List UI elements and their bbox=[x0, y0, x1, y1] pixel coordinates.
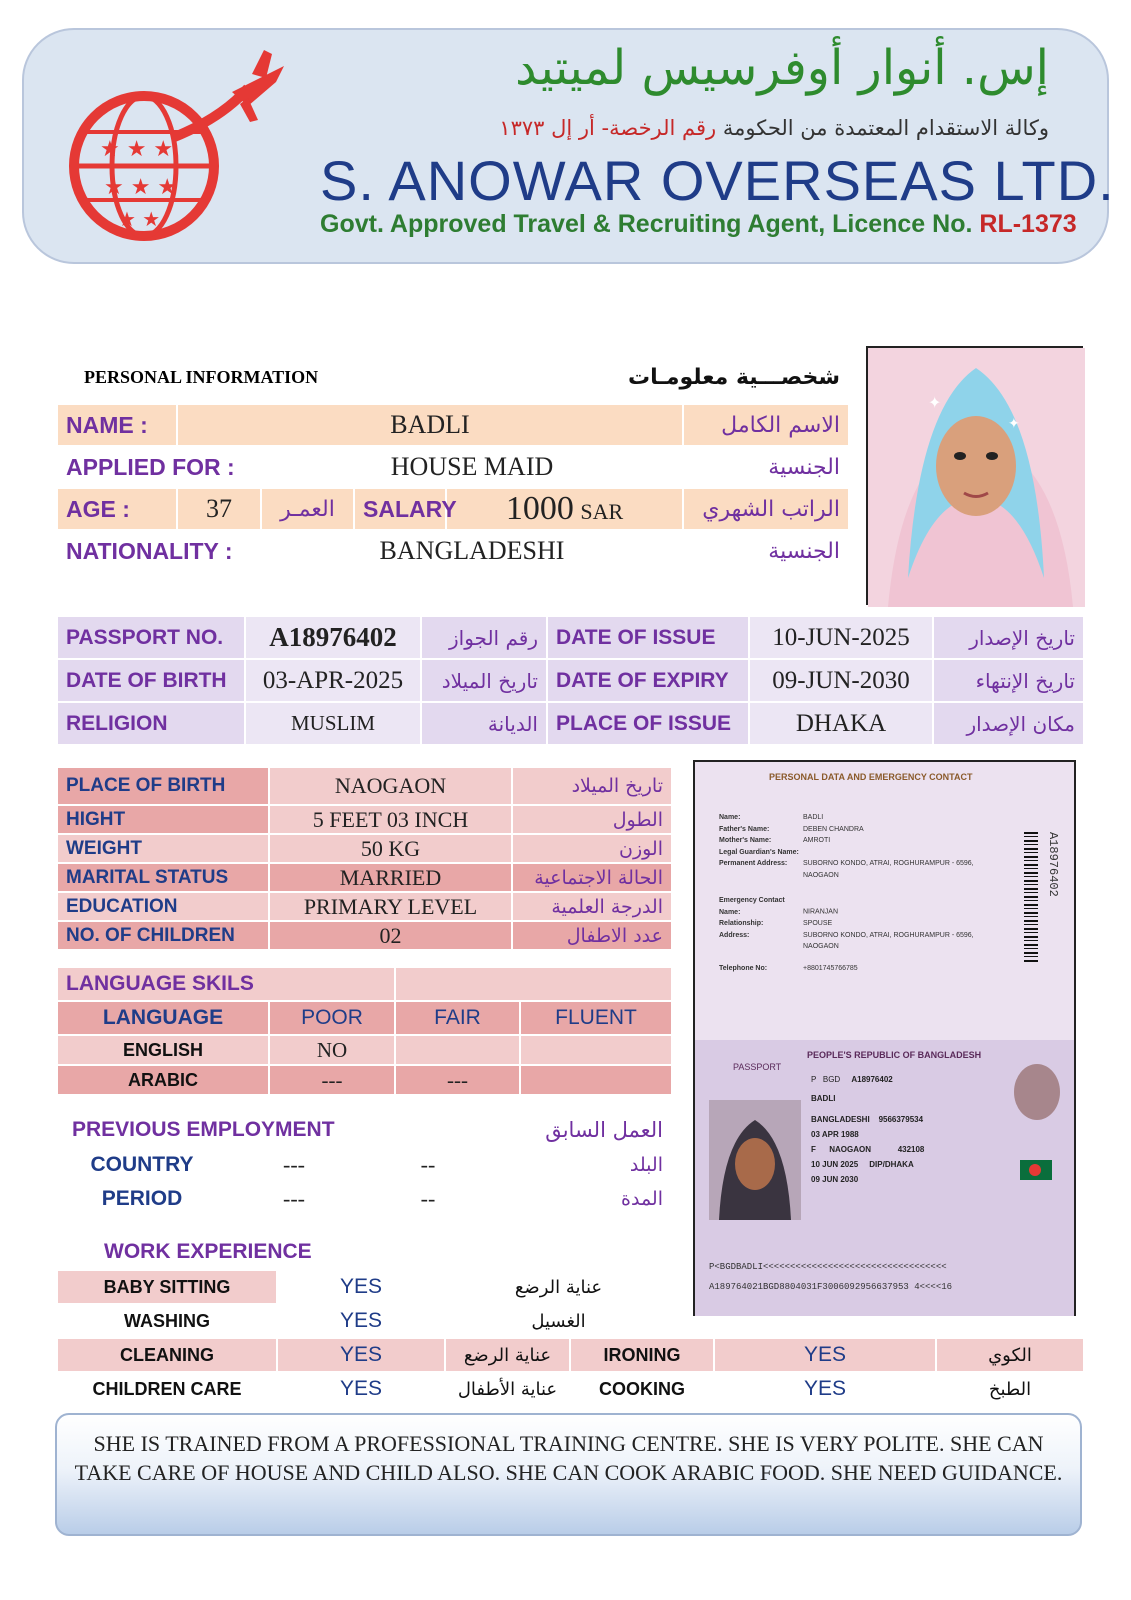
field-value: SUBORNO KONDO, ATRAI, ROGHURAMPUR - 6596, NAOGAON bbox=[803, 931, 974, 950]
employment-value: --- bbox=[227, 1148, 361, 1182]
work-header-spacer bbox=[445, 1234, 672, 1270]
detail-value: 50 KG bbox=[269, 834, 512, 863]
detail-label: WEIGHT bbox=[57, 834, 269, 863]
skill-value: YES bbox=[277, 1304, 445, 1338]
detail-label: EDUCATION bbox=[57, 892, 269, 921]
passport-data-row bbox=[719, 812, 999, 824]
remarks-line-1: SHE IS TRAINED FROM A PROFESSIONAL TRAINING CENTRE. SHE IS VERY POLITE. SHE CAN bbox=[93, 1431, 1044, 1456]
applied-for-label: APPLIED FOR : bbox=[57, 446, 261, 488]
bio-authority: DIP/DHAKA bbox=[869, 1160, 914, 1169]
expiry-date-label: DATE OF EXPIRY bbox=[547, 659, 749, 702]
field-value: SPOUSE bbox=[803, 920, 833, 927]
nationality-value: BANGLADESHI bbox=[261, 530, 683, 572]
remarks-line-2: TAKE CARE OF HOUSE AND CHILD ALSO. SHE CAN COOK ARABIC FOOD. SHE NEED GUIDANCE. bbox=[74, 1460, 1063, 1485]
passport-word: PASSPORT bbox=[733, 1062, 782, 1072]
religion-label: RELIGION bbox=[57, 702, 245, 745]
fair-col-header: FAIR bbox=[395, 1001, 520, 1035]
skill-value: YES bbox=[714, 1372, 936, 1406]
name-value: BADLI bbox=[177, 404, 683, 446]
employment-section-title-arabic: العمل السابق bbox=[361, 1112, 672, 1148]
detail-value: 02 bbox=[269, 921, 512, 950]
age-value: 37 bbox=[177, 488, 261, 530]
passport-data-row bbox=[719, 918, 999, 930]
passport-data-row bbox=[719, 858, 999, 881]
issue-date-value: 10-JUN-2025 bbox=[749, 616, 933, 659]
field-key: Father's Name: bbox=[719, 825, 770, 833]
mrz-line-2: A189764021BGD8804031F3006092956637953 4<<<<16 bbox=[709, 1282, 953, 1292]
salary-amount: 1000 bbox=[505, 490, 574, 527]
work-section-title: WORK EXPERIENCE bbox=[57, 1234, 445, 1270]
remarks-box bbox=[55, 1413, 1082, 1536]
passport-data-row bbox=[719, 847, 999, 859]
field-key: Relationship: bbox=[719, 920, 764, 927]
work-experience-pairs-table bbox=[56, 1337, 1085, 1407]
applied-for-label-arabic: الجنسية bbox=[683, 446, 849, 488]
applicant-photo bbox=[866, 346, 1083, 605]
arabic-licence-text: رقم الرخصة- أر إل ١٣٧٣ bbox=[499, 116, 717, 140]
arabic-subtitle-text: وكالة الاستقدام المعتمدة من الحكومة bbox=[722, 116, 1049, 140]
place-of-issue-value: DHAKA bbox=[749, 702, 933, 745]
employment-row-label-arabic: البلد bbox=[495, 1148, 672, 1182]
age-label: AGE : bbox=[57, 488, 177, 530]
detail-label: NO. OF CHILDREN bbox=[57, 921, 269, 950]
passport-data-header: PERSONAL DATA AND EMERGENCY CONTACT bbox=[769, 772, 973, 782]
language-fluent bbox=[520, 1035, 672, 1065]
passport-data-row bbox=[719, 895, 999, 918]
passport-country-title: PEOPLE'S REPUBLIC OF BANGLADESH bbox=[807, 1050, 982, 1060]
language-fair: --- bbox=[395, 1065, 520, 1095]
detail-value: 5 FEET 03 INCH bbox=[269, 805, 512, 834]
remarks-text bbox=[61, 1429, 1076, 1487]
passport-scan-image bbox=[693, 760, 1076, 1316]
religion-label-arabic: الديانة bbox=[421, 702, 547, 745]
detail-label: MARITAL STATUS bbox=[57, 863, 269, 892]
field-value: +8801745766785 bbox=[803, 964, 858, 972]
place-of-issue-label: PLACE OF ISSUE bbox=[547, 702, 749, 745]
detail-label-arabic: الطول bbox=[512, 805, 672, 834]
bio-nationality: BANGLADESHI bbox=[811, 1115, 870, 1124]
language-poor: NO bbox=[269, 1035, 395, 1065]
passport-data-row bbox=[719, 824, 999, 836]
skill-value: YES bbox=[714, 1338, 936, 1372]
salary-label-arabic: الراتب الشهري bbox=[683, 488, 849, 530]
passport-data-page bbox=[695, 762, 1074, 1040]
religion-value: MUSLIM bbox=[245, 702, 421, 745]
language-fair bbox=[395, 1035, 520, 1065]
issue-date-label: DATE OF ISSUE bbox=[547, 616, 749, 659]
field-value: AMROTI bbox=[803, 837, 831, 844]
passport-data-row bbox=[719, 835, 999, 847]
barcode bbox=[1024, 832, 1038, 962]
company-subtitle-arabic bbox=[289, 116, 1049, 140]
field-key: Address: bbox=[719, 931, 750, 939]
skill-label: IRONING bbox=[570, 1338, 714, 1372]
passport-side-number: A18976402 bbox=[1046, 832, 1060, 897]
skill-label: CHILDREN CARE bbox=[57, 1372, 277, 1406]
employment-value: --- bbox=[227, 1182, 361, 1216]
place-of-issue-label-arabic: مكان الإصدار bbox=[933, 702, 1084, 745]
previous-employment-table bbox=[56, 1111, 673, 1217]
employment-row-label-arabic: المدة bbox=[495, 1182, 672, 1216]
field-value: BADLI bbox=[803, 814, 824, 821]
skill-value: YES bbox=[277, 1338, 445, 1372]
company-tagline bbox=[320, 210, 1077, 239]
language-name: ARABIC bbox=[57, 1065, 269, 1095]
language-section-title: LANGUAGE SKILS bbox=[57, 967, 395, 1001]
skill-value: YES bbox=[277, 1270, 445, 1304]
nationality-label-arabic: الجنسية bbox=[683, 530, 849, 572]
language-skills-table bbox=[56, 966, 673, 1096]
employment-section-title: PREVIOUS EMPLOYMENT bbox=[57, 1112, 361, 1148]
language-poor: --- bbox=[269, 1065, 395, 1095]
bio-expiry: 09 JUN 2030 bbox=[811, 1175, 859, 1184]
bio-dob: 03 APR 1988 bbox=[811, 1130, 859, 1139]
company-name: S. ANOWAR OVERSEAS LTD. bbox=[320, 149, 1115, 212]
personal-info-table bbox=[56, 349, 850, 573]
field-value: NIRANJAN bbox=[803, 908, 839, 916]
passport-portrait-svg bbox=[709, 1100, 801, 1220]
svg-text:✦: ✦ bbox=[1008, 416, 1020, 432]
skill-label: COOKING bbox=[570, 1372, 714, 1406]
dob-label: DATE OF BIRTH bbox=[57, 659, 245, 702]
language-col-header: LANGUAGE bbox=[57, 1001, 269, 1035]
detail-label-arabic: عدد الاطفال bbox=[512, 921, 672, 950]
poor-col-header: POOR bbox=[269, 1001, 395, 1035]
field-value: SUBORNO KONDO, ATRAI, ROGHURAMPUR - 6596, NAOGAON bbox=[803, 860, 974, 879]
svg-text:★ ★ ★: ★ ★ ★ bbox=[100, 137, 174, 162]
globe-plane-logo bbox=[52, 48, 292, 248]
skill-label-arabic: الكوي bbox=[936, 1338, 1084, 1372]
bio-surname: BADLI bbox=[811, 1094, 836, 1103]
passport-no-value: A18976402 bbox=[245, 616, 421, 659]
language-name: ENGLISH bbox=[57, 1035, 269, 1065]
fluent-col-header: FLUENT bbox=[520, 1001, 672, 1035]
salary-label: SALARY bbox=[354, 488, 446, 530]
expiry-date-label-arabic: تاريخ الإنتهاء bbox=[933, 659, 1084, 702]
passport-data-fields bbox=[719, 812, 999, 974]
licence-number: RL-1373 bbox=[979, 210, 1077, 238]
field-key: Legal Guardian's Name: bbox=[719, 848, 799, 856]
section-title-personal: PERSONAL INFORMATION bbox=[57, 350, 354, 404]
employment-row-label: COUNTRY bbox=[57, 1148, 227, 1182]
dob-label-arabic: تاريخ الميلاد bbox=[421, 659, 547, 702]
field-key: Permanent Address: bbox=[719, 860, 788, 867]
skill-label-arabic: الطبخ bbox=[936, 1372, 1084, 1406]
bangladesh-flag-icon bbox=[1020, 1160, 1052, 1180]
field-value: DEBEN CHANDRA bbox=[803, 825, 864, 833]
detail-label-arabic: الدرجة العلمية bbox=[512, 892, 672, 921]
employment-value: -- bbox=[361, 1148, 495, 1182]
age-label-arabic: العمـر bbox=[261, 488, 354, 530]
mrz-line-1: P<BGDBADLI<<<<<<<<<<<<<<<<<<<<<<<<<<<<<<<<<< bbox=[709, 1262, 947, 1272]
field-key: Mother's Name: bbox=[719, 837, 772, 844]
skill-label-arabic: عناية الأطفال bbox=[445, 1372, 570, 1406]
passport-portrait bbox=[709, 1100, 801, 1220]
skill-label: BABY SITTING bbox=[57, 1270, 277, 1304]
tagline-text: Govt. Approved Travel & Recruiting Agent, Licence No. bbox=[320, 210, 973, 238]
bio-code: BGD bbox=[822, 1075, 841, 1084]
skill-label-arabic: عناية الرضع bbox=[445, 1338, 570, 1372]
bio-row bbox=[811, 1129, 1061, 1140]
applicant-portrait bbox=[868, 348, 1085, 607]
svg-text:★ ★: ★ ★ bbox=[118, 207, 161, 231]
nationality-label: NATIONALITY : bbox=[57, 530, 261, 572]
header-banner bbox=[22, 28, 1115, 264]
detail-label: HIGHT bbox=[57, 805, 269, 834]
passport-info-table bbox=[56, 615, 1085, 746]
personal-details-table bbox=[56, 766, 673, 951]
detail-label-arabic: تاريخ الميلاد bbox=[512, 767, 672, 805]
passport-no-label: PASSPORT NO. bbox=[57, 616, 245, 659]
field-key: Name: bbox=[719, 814, 741, 821]
bio-personal-no: 9566379534 bbox=[878, 1115, 924, 1124]
field-key: Telephone No: bbox=[719, 964, 768, 972]
company-name-arabic: إس. أنوار أوفرسيس لميتيد bbox=[515, 40, 1049, 96]
passport-data-row bbox=[719, 963, 999, 975]
work-experience-table bbox=[56, 1233, 673, 1339]
bio-birth-place: NAOGAON bbox=[829, 1145, 872, 1154]
applied-for-value: HOUSE MAID bbox=[261, 446, 683, 488]
svg-text:✦: ✦ bbox=[928, 393, 942, 412]
language-fluent bbox=[520, 1065, 672, 1095]
bio-sex: F bbox=[811, 1145, 816, 1154]
bio-type: P bbox=[811, 1075, 817, 1084]
section-title-personal-arabic: شخصـــية معلومـات bbox=[589, 350, 849, 404]
detail-value: MARRIED bbox=[269, 863, 512, 892]
passport-data-row bbox=[719, 930, 999, 953]
bio-row bbox=[811, 1144, 1061, 1155]
bio-issue: 10 JUN 2025 bbox=[811, 1160, 859, 1169]
language-header-spacer bbox=[395, 967, 672, 1001]
bio-code2: 432108 bbox=[897, 1145, 925, 1154]
salary-value bbox=[446, 488, 683, 530]
skill-label: WASHING bbox=[57, 1304, 277, 1338]
dob-value: 03-APR-2025 bbox=[245, 659, 421, 702]
bio-number: A18976402 bbox=[851, 1075, 893, 1084]
detail-label-arabic: الحالة الاجتماعية bbox=[512, 863, 672, 892]
employment-row-label: PERIOD bbox=[57, 1182, 227, 1216]
skill-label-arabic: الغسيل bbox=[445, 1304, 672, 1338]
detail-value: NAOGAON bbox=[269, 767, 512, 805]
salary-currency: SAR bbox=[580, 499, 624, 524]
section-spacer bbox=[354, 350, 589, 404]
svg-text:★ ★ ★: ★ ★ ★ bbox=[104, 175, 178, 200]
skill-label-arabic: عناية الرضع bbox=[445, 1270, 672, 1304]
bio-row bbox=[811, 1114, 1061, 1125]
detail-label-arabic: الوزن bbox=[512, 834, 672, 863]
detail-label: PLACE OF BIRTH bbox=[57, 767, 269, 805]
passport-ghost-image bbox=[1014, 1064, 1060, 1120]
name-label-arabic: الاسم الكامل bbox=[683, 404, 849, 446]
expiry-date-value: 09-JUN-2030 bbox=[749, 659, 933, 702]
detail-value: PRIMARY LEVEL bbox=[269, 892, 512, 921]
passport-no-label-arabic: رقم الجواز bbox=[421, 616, 547, 659]
skill-value: YES bbox=[277, 1372, 445, 1406]
issue-date-label-arabic: تاريخ الإصدار bbox=[933, 616, 1084, 659]
skill-label: CLEANING bbox=[57, 1338, 277, 1372]
passport-bio-page bbox=[695, 1040, 1074, 1316]
employment-value: -- bbox=[361, 1182, 495, 1216]
name-label: NAME : bbox=[57, 404, 177, 446]
field-key: Emergency Contact Name: bbox=[719, 897, 785, 916]
